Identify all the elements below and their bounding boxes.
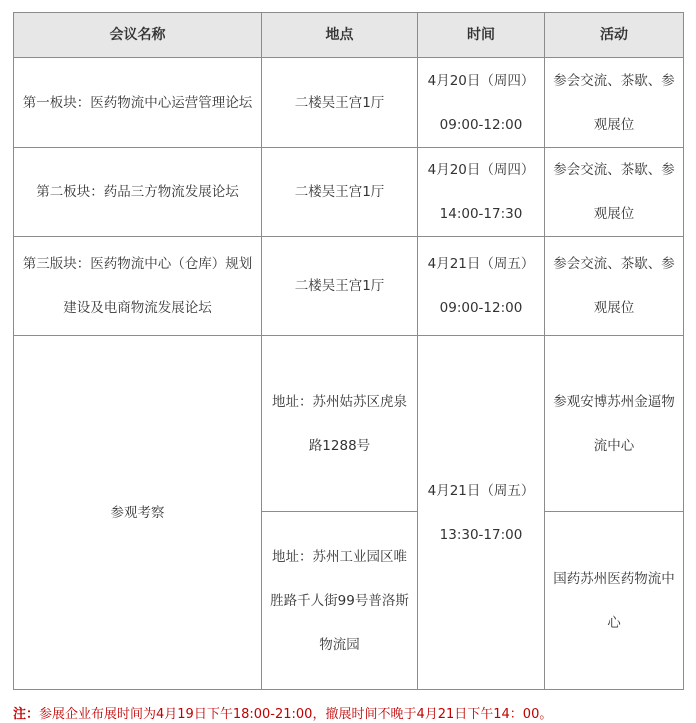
table-row <box>14 336 684 512</box>
footnote-label: 注： <box>13 707 40 722</box>
header-activity: 活动 <box>545 13 684 58</box>
meeting-name-cell: 第二板块：药品三方物流发展论坛 <box>14 148 262 237</box>
time-cell: 4月21日（周五）09:00-12:00 <box>418 237 545 336</box>
activity-cell: 参会交流、茶歇、参观展位 <box>545 58 684 148</box>
table-row <box>14 148 684 237</box>
activity-cell: 参会交流、茶歇、参观展位 <box>545 148 684 237</box>
visit-location-2: 地址：苏州工业园区唯胜路千人街99号普洛斯物流园 <box>262 512 418 690</box>
footnote <box>13 703 552 722</box>
visit-time-cell: 4月21日（周五）13:30-17:00 <box>418 336 545 690</box>
time-cell: 4月20日（周四）14:00-17:30 <box>418 148 545 237</box>
location-cell: 二楼吴王宫1厅 <box>262 148 418 237</box>
activity-cell: 参会交流、茶歇、参观展位 <box>545 237 684 336</box>
footnote-text: 参展企业布展时间为4月19日下午18:00-21:00，撤展时间不晚于4月21日下午14：00。 <box>39 707 553 722</box>
header-location: 地点 <box>262 13 418 58</box>
visit-activity-1: 参观安博苏州金逼物流中心 <box>545 336 684 512</box>
visit-activity-2: 国药苏州医药物流中心 <box>545 512 684 690</box>
time-cell: 4月20日（周四）09:00-12:00 <box>418 58 545 148</box>
location-cell: 二楼吴王宫1厅 <box>262 237 418 336</box>
visit-name-cell: 参观考察 <box>14 336 262 690</box>
visit-location-1: 地址：苏州姑苏区虎泉路1288号 <box>262 336 418 512</box>
header-row <box>14 13 684 58</box>
meeting-name-cell: 第一板块：医药物流中心运营管理论坛 <box>14 58 262 148</box>
table-row <box>14 58 684 148</box>
header-meeting-name: 会议名称 <box>14 13 262 58</box>
header-time: 时间 <box>418 13 545 58</box>
schedule-table <box>13 12 684 690</box>
table-row <box>14 237 684 336</box>
meeting-name-cell: 第三版块：医药物流中心（仓库）规划建设及电商物流发展论坛 <box>14 237 262 336</box>
location-cell: 二楼吴王宫1厅 <box>262 58 418 148</box>
